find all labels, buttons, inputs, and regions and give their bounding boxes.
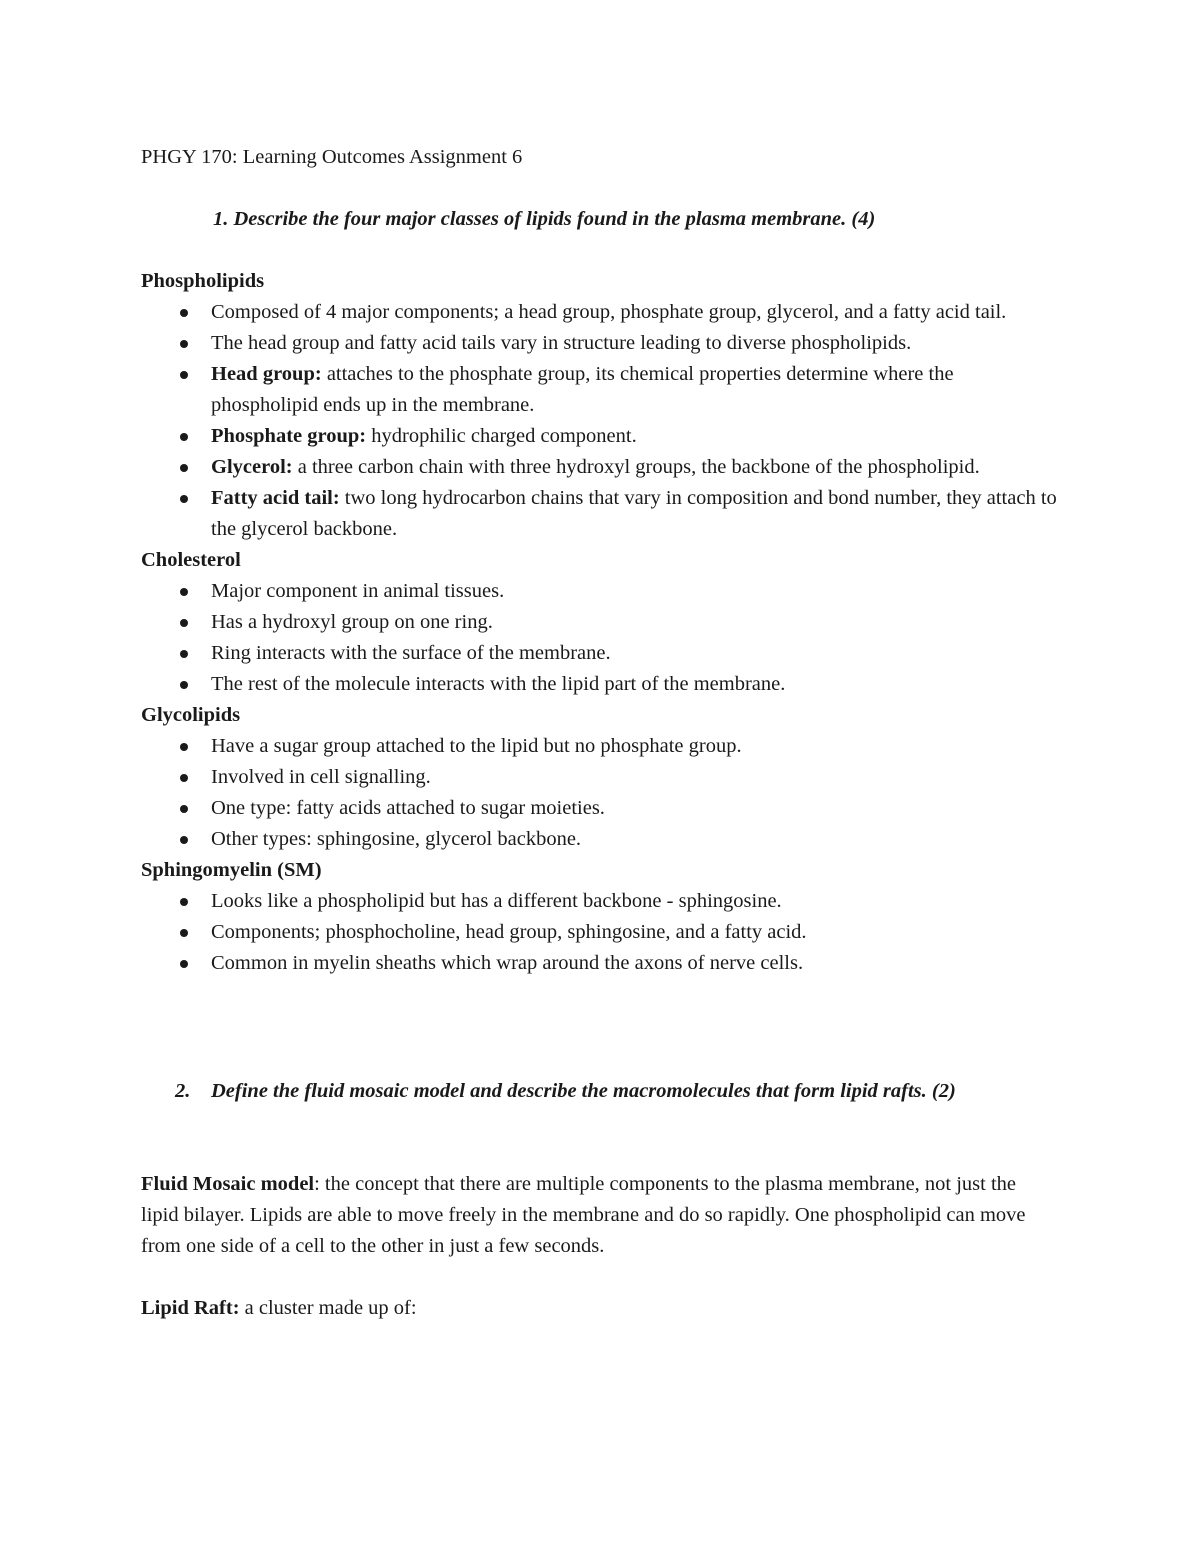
bullet-list [141,731,1061,855]
item-text: Involved in cell signalling. [211,766,431,788]
bullet-icon [180,619,188,627]
list-item [141,731,1061,762]
bullet-list [141,886,1061,979]
lipid-raft-paragraph [141,1293,1051,1324]
list-item [141,483,1061,545]
bullet-icon [180,464,188,472]
item-term: Phosphate group: [211,425,367,447]
paragraph-term: Fluid Mosaic model [141,1173,315,1195]
paragraph-term: Lipid Raft: [141,1297,240,1319]
section-sphingomyelin [141,855,1061,979]
document-title: PHGY 170: Learning Outcomes Assignment 6 [141,146,523,168]
item-text: Components; phosphocholine, head group, sphingosine, and a fatty acid. [211,921,807,943]
section-heading: Glycolipids [141,704,241,726]
list-item [141,762,1061,793]
item-text: Major component in animal tissues. [211,580,505,602]
item-text: Ring interacts with the surface of the membrane. [211,642,611,664]
list-item [141,576,1061,607]
item-text: One type: fatty acids attached to sugar moieties. [211,797,605,819]
bullet-icon [180,898,188,906]
lipid-classes-list [141,266,1061,979]
item-text: The rest of the molecule interacts with the lipid part of the membrane. [211,673,786,695]
question-1: 1. Describe the four major classes of lipids found in the plasma membrane. (4) [213,208,876,230]
bullet-icon [180,929,188,937]
section-heading: Phospholipids [141,270,265,292]
paragraph-text: : the concept that there are multiple components to the plasma membrane, not just the lipid bilayer. Lipids are able to move freely in the membrane and do so rapidly. One phospholipid can move from one side of a cell to the other in just a few seconds. [141,1173,1026,1257]
section-glycolipids [141,700,1061,855]
item-text: Has a hydroxyl group on one ring. [211,611,493,633]
bullet-icon [180,340,188,348]
list-item [141,452,1061,483]
item-text: The head group and fatty acid tails vary in structure leading to diverse phospholipids. [211,332,912,354]
item-text: Looks like a phospholipid but has a different backbone - sphingosine. [211,890,782,912]
item-term: Glycerol: [211,456,293,478]
bullet-icon [180,774,188,782]
list-item [141,669,1061,700]
item-text: a three carbon chain with three hydroxyl groups, the backbone of the phospholipid. [292,456,980,478]
list-item [141,917,1061,948]
list-item [141,421,1061,452]
bullet-list [141,576,1061,700]
bullet-icon [180,433,188,441]
list-item [141,948,1061,979]
fluid-mosaic-paragraph [141,1169,1051,1262]
list-item [141,886,1061,917]
bullet-icon [180,650,188,658]
bullet-icon [180,805,188,813]
item-text: two long hydrocarbon chains that vary in composition and bond number, they attach to the glycerol backbone. [211,487,1057,540]
bullet-icon [180,371,188,379]
section-cholesterol [141,545,1061,700]
bullet-icon [180,960,188,968]
bullet-icon [180,588,188,596]
section-heading: Sphingomyelin (SM) [141,859,322,881]
list-item [141,328,1061,359]
list-item [141,638,1061,669]
bullet-icon [180,495,188,503]
bullet-icon [180,681,188,689]
bullet-icon [180,836,188,844]
item-text: hydrophilic charged component. [366,425,637,447]
list-item [141,297,1061,328]
item-text: attaches to the phosphate group, its chemical properties determine where the phospholipid ends up in the membrane. [211,363,954,416]
item-term: Fatty acid tail: [211,487,340,509]
item-text: Other types: sphingosine, glycerol backbone. [211,828,582,850]
bullet-icon [180,309,188,317]
item-text: Composed of 4 major components; a head group, phosphate group, glycerol, and a fatty acid tail. [211,301,1007,323]
question-2 [175,1076,1055,1107]
question-number: 2. [175,1080,191,1102]
question-text: Define the fluid mosaic model and describe the macromolecules that form lipid rafts. (2) [211,1080,956,1102]
list-item [141,607,1061,638]
list-item [141,824,1061,855]
list-item [141,359,1061,421]
item-term: Head group: [211,363,322,385]
paragraph-text: a cluster made up of: [239,1297,417,1319]
list-item [141,793,1061,824]
bullet-icon [180,743,188,751]
section-phospholipids [141,266,1061,545]
bullet-list [141,297,1061,545]
item-text: Common in myelin sheaths which wrap around the axons of nerve cells. [211,952,804,974]
item-text: Have a sugar group attached to the lipid but no phosphate group. [211,735,742,757]
section-heading: Cholesterol [141,549,241,571]
